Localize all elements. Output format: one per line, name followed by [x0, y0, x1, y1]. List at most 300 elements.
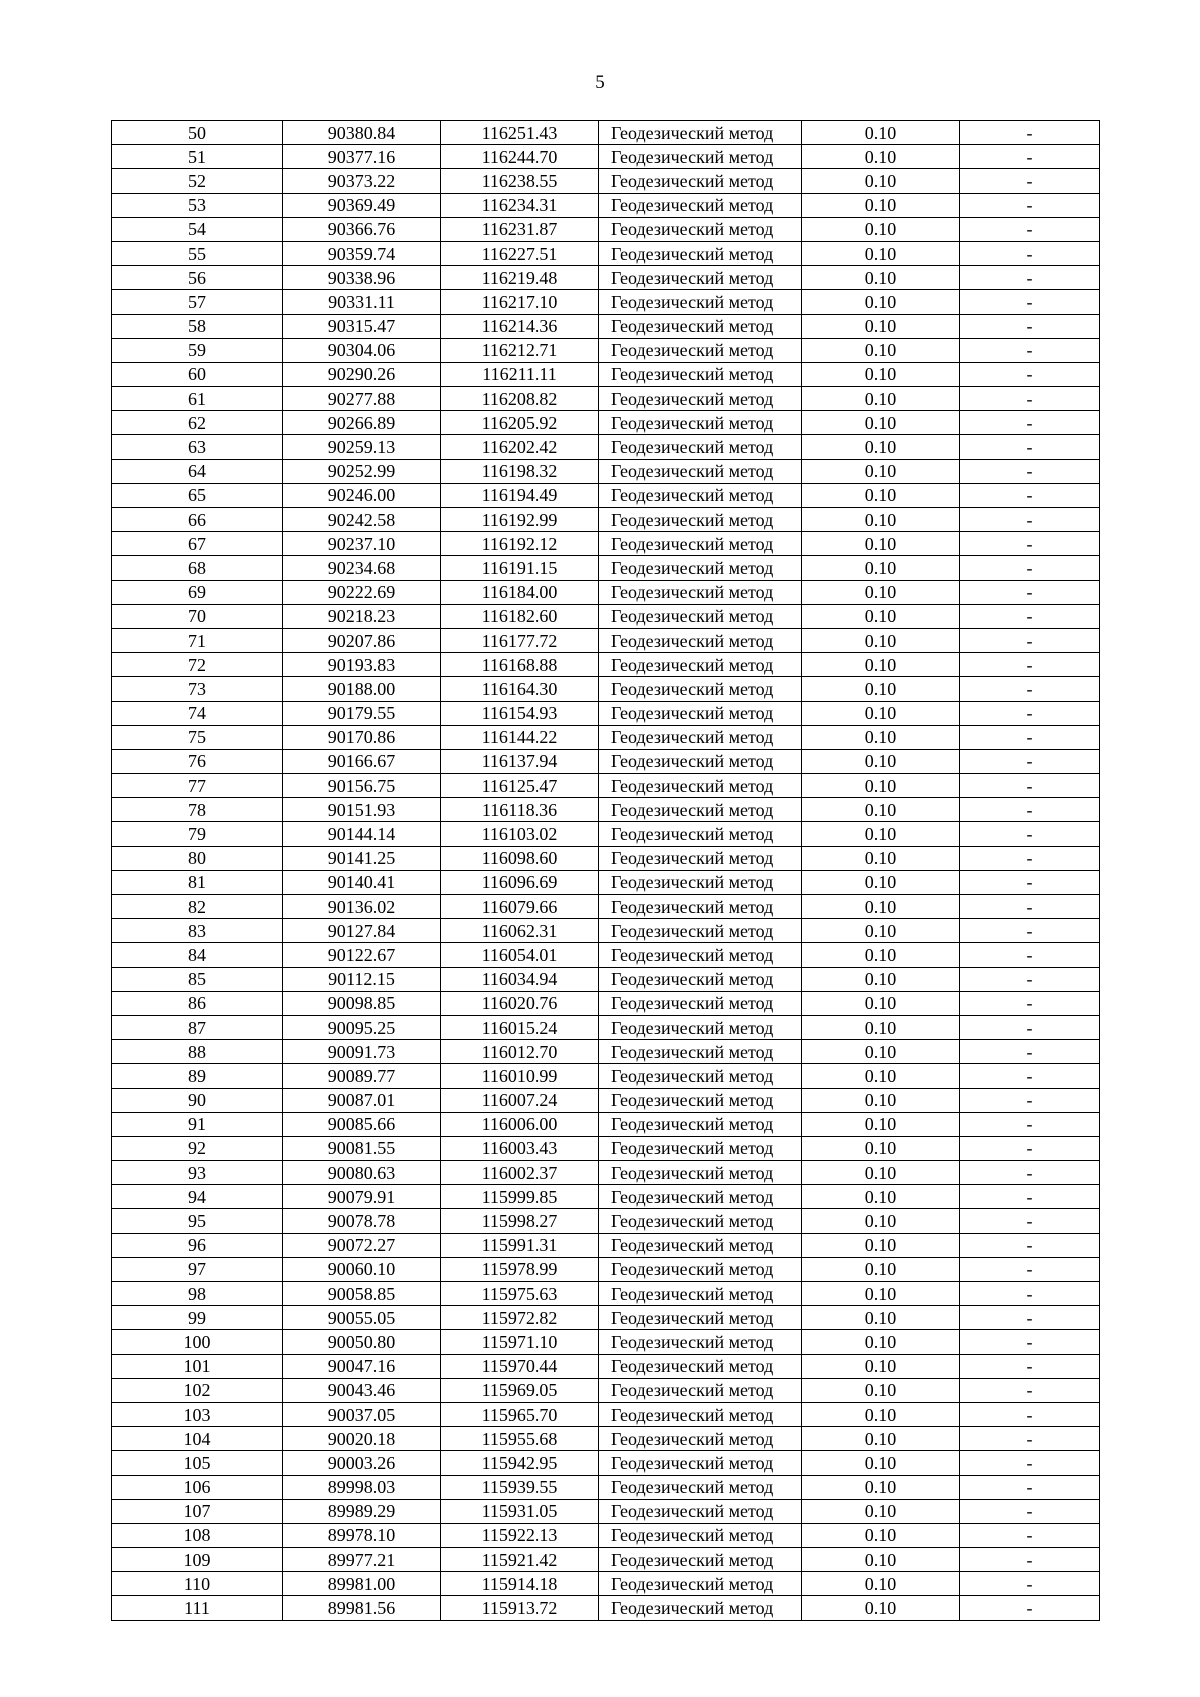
x-coordinate-cell: 90259.13 [283, 435, 441, 459]
point-number-cell: 85 [112, 967, 283, 991]
method-cell: Геодезический метод [599, 1161, 802, 1185]
method-cell: Геодезический метод [599, 1185, 802, 1209]
accuracy-cell: 0.10 [802, 677, 960, 701]
accuracy-cell: 0.10 [802, 1451, 960, 1475]
y-coordinate-cell: 115955.68 [441, 1427, 599, 1451]
y-coordinate-cell: 116154.93 [441, 701, 599, 725]
point-number-cell: 104 [112, 1427, 283, 1451]
x-coordinate-cell: 90087.01 [283, 1088, 441, 1112]
accuracy-cell: 0.10 [802, 774, 960, 798]
y-coordinate-cell: 116202.42 [441, 435, 599, 459]
x-coordinate-cell: 90058.85 [283, 1282, 441, 1306]
point-number-cell: 79 [112, 822, 283, 846]
method-cell: Геодезический метод [599, 1233, 802, 1257]
note-cell: - [960, 1282, 1100, 1306]
method-cell: Геодезический метод [599, 314, 802, 338]
x-coordinate-cell: 90144.14 [283, 822, 441, 846]
point-number-cell: 87 [112, 1015, 283, 1039]
table-row [112, 1209, 1100, 1233]
point-number-cell: 58 [112, 314, 283, 338]
x-coordinate-cell: 90141.25 [283, 846, 441, 870]
x-coordinate-cell: 90338.96 [283, 266, 441, 290]
table-row [112, 1136, 1100, 1160]
method-cell: Геодезический метод [599, 1064, 802, 1088]
table-row [112, 1040, 1100, 1064]
x-coordinate-cell: 89989.29 [283, 1499, 441, 1523]
note-cell: - [960, 1015, 1100, 1039]
note-cell: - [960, 290, 1100, 314]
method-cell: Геодезический метод [599, 1330, 802, 1354]
x-coordinate-cell: 90079.91 [283, 1185, 441, 1209]
method-cell: Геодезический метод [599, 556, 802, 580]
table-row [112, 1088, 1100, 1112]
note-cell: - [960, 604, 1100, 628]
table-row [112, 1112, 1100, 1136]
x-coordinate-cell: 90081.55 [283, 1136, 441, 1160]
point-number-cell: 93 [112, 1161, 283, 1185]
point-number-cell: 88 [112, 1040, 283, 1064]
x-coordinate-cell: 89978.10 [283, 1523, 441, 1547]
method-cell: Геодезический метод [599, 919, 802, 943]
method-cell: Геодезический метод [599, 338, 802, 362]
note-cell: - [960, 1064, 1100, 1088]
point-number-cell: 102 [112, 1378, 283, 1402]
table-row [112, 411, 1100, 435]
accuracy-cell: 0.10 [802, 1378, 960, 1402]
y-coordinate-cell: 116182.60 [441, 604, 599, 628]
y-coordinate-cell: 116144.22 [441, 725, 599, 749]
y-coordinate-cell: 116217.10 [441, 290, 599, 314]
y-coordinate-cell: 116168.88 [441, 653, 599, 677]
point-number-cell: 55 [112, 241, 283, 265]
x-coordinate-cell: 90237.10 [283, 532, 441, 556]
method-cell: Геодезический метод [599, 1136, 802, 1160]
x-coordinate-cell: 90095.25 [283, 1015, 441, 1039]
note-cell: - [960, 919, 1100, 943]
table-row [112, 387, 1100, 411]
method-cell: Геодезический метод [599, 798, 802, 822]
accuracy-cell: 0.10 [802, 1088, 960, 1112]
method-cell: Геодезический метод [599, 774, 802, 798]
table-row [112, 580, 1100, 604]
point-number-cell: 53 [112, 193, 283, 217]
point-number-cell: 50 [112, 121, 283, 145]
note-cell: - [960, 1185, 1100, 1209]
table-row [112, 241, 1100, 265]
note-cell: - [960, 774, 1100, 798]
accuracy-cell: 0.10 [802, 1427, 960, 1451]
table-row [112, 121, 1100, 145]
note-cell: - [960, 459, 1100, 483]
x-coordinate-cell: 90170.86 [283, 725, 441, 749]
x-coordinate-cell: 90234.68 [283, 556, 441, 580]
note-cell: - [960, 1233, 1100, 1257]
note-cell: - [960, 1088, 1100, 1112]
x-coordinate-cell: 89981.00 [283, 1572, 441, 1596]
accuracy-cell: 0.10 [802, 604, 960, 628]
method-cell: Геодезический метод [599, 1088, 802, 1112]
point-number-cell: 52 [112, 169, 283, 193]
y-coordinate-cell: 116079.66 [441, 895, 599, 919]
y-coordinate-cell: 116251.43 [441, 121, 599, 145]
x-coordinate-cell: 90136.02 [283, 895, 441, 919]
y-coordinate-cell: 116098.60 [441, 846, 599, 870]
table-row [112, 1282, 1100, 1306]
x-coordinate-cell: 90122.67 [283, 943, 441, 967]
point-number-cell: 51 [112, 145, 283, 169]
method-cell: Геодезический метод [599, 290, 802, 314]
x-coordinate-cell: 90047.16 [283, 1354, 441, 1378]
note-cell: - [960, 1572, 1100, 1596]
note-cell: - [960, 653, 1100, 677]
note-cell: - [960, 338, 1100, 362]
note-cell: - [960, 483, 1100, 507]
table-row [112, 169, 1100, 193]
point-number-cell: 103 [112, 1402, 283, 1426]
table-row [112, 1161, 1100, 1185]
x-coordinate-cell: 90377.16 [283, 145, 441, 169]
point-number-cell: 76 [112, 749, 283, 773]
accuracy-cell: 0.10 [802, 1064, 960, 1088]
point-number-cell: 107 [112, 1499, 283, 1523]
accuracy-cell: 0.10 [802, 798, 960, 822]
y-coordinate-cell: 115971.10 [441, 1330, 599, 1354]
y-coordinate-cell: 116003.43 [441, 1136, 599, 1160]
table-row [112, 919, 1100, 943]
table-row [112, 459, 1100, 483]
table-row [112, 653, 1100, 677]
method-cell: Геодезический метод [599, 1378, 802, 1402]
y-coordinate-cell: 116214.36 [441, 314, 599, 338]
x-coordinate-cell: 90252.99 [283, 459, 441, 483]
method-cell: Геодезический метод [599, 1015, 802, 1039]
note-cell: - [960, 846, 1100, 870]
accuracy-cell: 0.10 [802, 1015, 960, 1039]
accuracy-cell: 0.10 [802, 169, 960, 193]
x-coordinate-cell: 90218.23 [283, 604, 441, 628]
method-cell: Геодезический метод [599, 435, 802, 459]
y-coordinate-cell: 116231.87 [441, 217, 599, 241]
x-coordinate-cell: 90331.11 [283, 290, 441, 314]
method-cell: Геодезический метод [599, 1523, 802, 1547]
note-cell: - [960, 556, 1100, 580]
point-number-cell: 101 [112, 1354, 283, 1378]
method-cell: Геодезический метод [599, 870, 802, 894]
accuracy-cell: 0.10 [802, 1572, 960, 1596]
x-coordinate-cell: 90089.77 [283, 1064, 441, 1088]
y-coordinate-cell: 116137.94 [441, 749, 599, 773]
point-number-cell: 96 [112, 1233, 283, 1257]
x-coordinate-cell: 90055.05 [283, 1306, 441, 1330]
y-coordinate-cell: 116054.01 [441, 943, 599, 967]
table-row [112, 145, 1100, 169]
method-cell: Геодезический метод [599, 1596, 802, 1620]
note-cell: - [960, 1523, 1100, 1547]
y-coordinate-cell: 116219.48 [441, 266, 599, 290]
point-number-cell: 84 [112, 943, 283, 967]
y-coordinate-cell: 115972.82 [441, 1306, 599, 1330]
x-coordinate-cell: 90242.58 [283, 508, 441, 532]
accuracy-cell: 0.10 [802, 387, 960, 411]
point-number-cell: 67 [112, 532, 283, 556]
method-cell: Геодезический метод [599, 846, 802, 870]
y-coordinate-cell: 115999.85 [441, 1185, 599, 1209]
y-coordinate-cell: 115939.55 [441, 1475, 599, 1499]
method-cell: Геодезический метод [599, 991, 802, 1015]
accuracy-cell: 0.10 [802, 1209, 960, 1233]
method-cell: Геодезический метод [599, 459, 802, 483]
method-cell: Геодезический метод [599, 1402, 802, 1426]
y-coordinate-cell: 115978.99 [441, 1257, 599, 1281]
y-coordinate-cell: 116007.24 [441, 1088, 599, 1112]
y-coordinate-cell: 116192.99 [441, 508, 599, 532]
accuracy-cell: 0.10 [802, 1354, 960, 1378]
table-row [112, 1233, 1100, 1257]
accuracy-cell: 0.10 [802, 967, 960, 991]
note-cell: - [960, 1499, 1100, 1523]
accuracy-cell: 0.10 [802, 1596, 960, 1620]
table-row [112, 1572, 1100, 1596]
accuracy-cell: 0.10 [802, 435, 960, 459]
accuracy-cell: 0.10 [802, 1257, 960, 1281]
table-row [112, 1451, 1100, 1475]
method-cell: Геодезический метод [599, 895, 802, 919]
method-cell: Геодезический метод [599, 1548, 802, 1572]
point-number-cell: 89 [112, 1064, 283, 1088]
method-cell: Геодезический метод [599, 1572, 802, 1596]
method-cell: Геодезический метод [599, 1040, 802, 1064]
method-cell: Геодезический метод [599, 1354, 802, 1378]
x-coordinate-cell: 90188.00 [283, 677, 441, 701]
note-cell: - [960, 870, 1100, 894]
point-number-cell: 65 [112, 483, 283, 507]
point-number-cell: 90 [112, 1088, 283, 1112]
x-coordinate-cell: 90098.85 [283, 991, 441, 1015]
x-coordinate-cell: 90127.84 [283, 919, 441, 943]
accuracy-cell: 0.10 [802, 1306, 960, 1330]
y-coordinate-cell: 115970.44 [441, 1354, 599, 1378]
point-number-cell: 94 [112, 1185, 283, 1209]
accuracy-cell: 0.10 [802, 628, 960, 652]
note-cell: - [960, 1161, 1100, 1185]
accuracy-cell: 0.10 [802, 1185, 960, 1209]
accuracy-cell: 0.10 [802, 193, 960, 217]
table-row [112, 1427, 1100, 1451]
method-cell: Геодезический метод [599, 677, 802, 701]
point-number-cell: 78 [112, 798, 283, 822]
table-row [112, 1378, 1100, 1402]
x-coordinate-cell: 90085.66 [283, 1112, 441, 1136]
note-cell: - [960, 749, 1100, 773]
table-row [112, 822, 1100, 846]
method-cell: Геодезический метод [599, 508, 802, 532]
y-coordinate-cell: 115931.05 [441, 1499, 599, 1523]
accuracy-cell: 0.10 [802, 653, 960, 677]
point-number-cell: 109 [112, 1548, 283, 1572]
note-cell: - [960, 1209, 1100, 1233]
table-row [112, 362, 1100, 386]
accuracy-cell: 0.10 [802, 241, 960, 265]
method-cell: Геодезический метод [599, 701, 802, 725]
x-coordinate-cell: 90140.41 [283, 870, 441, 894]
note-cell: - [960, 677, 1100, 701]
table-row [112, 628, 1100, 652]
point-number-cell: 105 [112, 1451, 283, 1475]
x-coordinate-cell: 90222.69 [283, 580, 441, 604]
y-coordinate-cell: 115921.42 [441, 1548, 599, 1572]
note-cell: - [960, 532, 1100, 556]
accuracy-cell: 0.10 [802, 362, 960, 386]
note-cell: - [960, 387, 1100, 411]
accuracy-cell: 0.10 [802, 556, 960, 580]
point-number-cell: 110 [112, 1572, 283, 1596]
accuracy-cell: 0.10 [802, 121, 960, 145]
x-coordinate-cell: 90315.47 [283, 314, 441, 338]
note-cell: - [960, 895, 1100, 919]
accuracy-cell: 0.10 [802, 1282, 960, 1306]
table-row [112, 725, 1100, 749]
point-number-cell: 95 [112, 1209, 283, 1233]
method-cell: Геодезический метод [599, 1499, 802, 1523]
table-row [112, 290, 1100, 314]
point-number-cell: 59 [112, 338, 283, 362]
method-cell: Геодезический метод [599, 1112, 802, 1136]
method-cell: Геодезический метод [599, 387, 802, 411]
accuracy-cell: 0.10 [802, 1136, 960, 1160]
method-cell: Геодезический метод [599, 1451, 802, 1475]
accuracy-cell: 0.10 [802, 1499, 960, 1523]
x-coordinate-cell: 90373.22 [283, 169, 441, 193]
y-coordinate-cell: 115914.18 [441, 1572, 599, 1596]
method-cell: Геодезический метод [599, 193, 802, 217]
point-number-cell: 97 [112, 1257, 283, 1281]
table-row [112, 532, 1100, 556]
x-coordinate-cell: 90072.27 [283, 1233, 441, 1257]
note-cell: - [960, 435, 1100, 459]
page-number: 5 [595, 72, 605, 93]
x-coordinate-cell: 89977.21 [283, 1548, 441, 1572]
y-coordinate-cell: 116002.37 [441, 1161, 599, 1185]
table-row [112, 1330, 1100, 1354]
accuracy-cell: 0.10 [802, 483, 960, 507]
note-cell: - [960, 508, 1100, 532]
y-coordinate-cell: 116103.02 [441, 822, 599, 846]
accuracy-cell: 0.10 [802, 870, 960, 894]
table-row [112, 314, 1100, 338]
method-cell: Геодезический метод [599, 725, 802, 749]
accuracy-cell: 0.10 [802, 919, 960, 943]
x-coordinate-cell: 90179.55 [283, 701, 441, 725]
note-cell: - [960, 580, 1100, 604]
point-number-cell: 75 [112, 725, 283, 749]
accuracy-cell: 0.10 [802, 701, 960, 725]
accuracy-cell: 0.10 [802, 459, 960, 483]
accuracy-cell: 0.10 [802, 314, 960, 338]
point-number-cell: 99 [112, 1306, 283, 1330]
y-coordinate-cell: 116015.24 [441, 1015, 599, 1039]
method-cell: Геодезический метод [599, 943, 802, 967]
accuracy-cell: 0.10 [802, 1161, 960, 1185]
x-coordinate-cell: 90020.18 [283, 1427, 441, 1451]
method-cell: Геодезический метод [599, 483, 802, 507]
note-cell: - [960, 1378, 1100, 1402]
table-row [112, 677, 1100, 701]
y-coordinate-cell: 116034.94 [441, 967, 599, 991]
x-coordinate-cell: 90369.49 [283, 193, 441, 217]
table-row [112, 1475, 1100, 1499]
point-number-cell: 63 [112, 435, 283, 459]
method-cell: Геодезический метод [599, 604, 802, 628]
y-coordinate-cell: 116164.30 [441, 677, 599, 701]
y-coordinate-cell: 116006.00 [441, 1112, 599, 1136]
x-coordinate-cell: 90246.00 [283, 483, 441, 507]
accuracy-cell: 0.10 [802, 991, 960, 1015]
x-coordinate-cell: 90060.10 [283, 1257, 441, 1281]
y-coordinate-cell: 116198.32 [441, 459, 599, 483]
x-coordinate-cell: 90366.76 [283, 217, 441, 241]
table-row [112, 1548, 1100, 1572]
accuracy-cell: 0.10 [802, 411, 960, 435]
point-number-cell: 64 [112, 459, 283, 483]
method-cell: Геодезический метод [599, 1257, 802, 1281]
x-coordinate-cell: 90112.15 [283, 967, 441, 991]
x-coordinate-cell: 90078.78 [283, 1209, 441, 1233]
note-cell: - [960, 701, 1100, 725]
y-coordinate-cell: 116010.99 [441, 1064, 599, 1088]
point-number-cell: 56 [112, 266, 283, 290]
table-row [112, 1354, 1100, 1378]
method-cell: Геодезический метод [599, 1209, 802, 1233]
point-number-cell: 70 [112, 604, 283, 628]
y-coordinate-cell: 115991.31 [441, 1233, 599, 1257]
method-cell: Геодезический метод [599, 749, 802, 773]
accuracy-cell: 0.10 [802, 1523, 960, 1547]
note-cell: - [960, 967, 1100, 991]
x-coordinate-cell: 90290.26 [283, 362, 441, 386]
y-coordinate-cell: 116177.72 [441, 628, 599, 652]
method-cell: Геодезический метод [599, 169, 802, 193]
accuracy-cell: 0.10 [802, 266, 960, 290]
accuracy-cell: 0.10 [802, 943, 960, 967]
accuracy-cell: 0.10 [802, 508, 960, 532]
table-row [112, 1015, 1100, 1039]
y-coordinate-cell: 116212.71 [441, 338, 599, 362]
x-coordinate-cell: 90304.06 [283, 338, 441, 362]
point-number-cell: 111 [112, 1596, 283, 1620]
y-coordinate-cell: 115922.13 [441, 1523, 599, 1547]
table-row [112, 991, 1100, 1015]
accuracy-cell: 0.10 [802, 1112, 960, 1136]
table-row [112, 1596, 1100, 1620]
accuracy-cell: 0.10 [802, 725, 960, 749]
table-row [112, 1499, 1100, 1523]
table-row [112, 1185, 1100, 1209]
accuracy-cell: 0.10 [802, 749, 960, 773]
accuracy-cell: 0.10 [802, 217, 960, 241]
point-number-cell: 98 [112, 1282, 283, 1306]
table-row [112, 895, 1100, 919]
note-cell: - [960, 1402, 1100, 1426]
table-row [112, 1064, 1100, 1088]
note-cell: - [960, 1427, 1100, 1451]
y-coordinate-cell: 116118.36 [441, 798, 599, 822]
coordinates-table-body [112, 121, 1100, 1621]
table-row [112, 1306, 1100, 1330]
method-cell: Геодезический метод [599, 628, 802, 652]
note-cell: - [960, 266, 1100, 290]
point-number-cell: 60 [112, 362, 283, 386]
point-number-cell: 73 [112, 677, 283, 701]
